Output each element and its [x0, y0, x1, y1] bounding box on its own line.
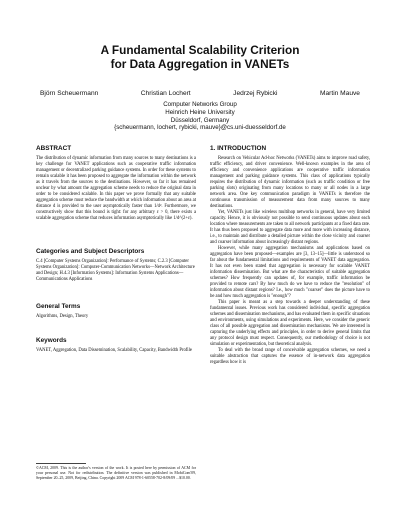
affiliation: [0, 101, 400, 132]
title-line-1: A Fundamental Scalability Criterion: [100, 43, 300, 57]
author-list: [40, 90, 360, 97]
intro-heading: 1. INTRODUCTION: [210, 145, 267, 152]
intro-paragraph-1: Research on Vehicular Ad-hoc Networks (VANETs) aims to improve road safety, traffic efficiency, and driver convenience. Well-known examples in the area of efficiency and convenience applications are cooperative traffic information management and parking guidance systems. This class of applications typically requires the distribution of dynamic information (such as traffic condition or free parking slots) originating from many locations to many or all nodes in a large network area. One key communication paradigm in VANETs is therefore the continuous transmission of measurement data from many sources to many destinations.: [210, 156, 370, 209]
author-3: Jedrzej Rybicki: [233, 90, 278, 97]
abstract-heading: ABSTRACT: [36, 145, 72, 152]
right-column: [210, 145, 370, 366]
author-1: Björn Scheuermann: [40, 90, 99, 97]
intro-paragraph-2: Yet, VANETs just like wireless multihop networks in general, have very limited capacity. Hence, it is obviously not possible to send continuous updates about each location where measurements are taken to all network participants at a fixed data rate. It has thus been proposed to aggregate data more and more with increasing distance, i.e., to maintain and distribute a detailed picture within the close vicinity and coarser and coarser information about increasingly distant regions.: [210, 210, 370, 245]
keywords-section: [36, 337, 196, 354]
terms-section: [36, 303, 196, 320]
affiliation-university: Heinrich Heine University: [165, 108, 235, 116]
title-line-2: for Data Aggregation in VANETs: [110, 57, 290, 71]
affiliation-emails: {scheuermann, lochert, rybicki, mauve}@cs.uni-duesseldorf.de: [114, 124, 286, 132]
paper-title: [0, 43, 400, 71]
author-4: Martin Mauve: [320, 90, 360, 97]
affiliation-location: Düsseldorf, Germany: [170, 116, 230, 124]
abstract-text: The distribution of dynamic information from many sources to many destinations is a key challenge for VANET applications such as cooperative traffic information management or decentralized parking guidance systems. In order for these systems to remain scalable it has been proposed to aggregate the information within the network as it travels from the sources to the destinations. However, so far it has remained unclear by what amount the aggregation scheme needs to reduce the original data in order to be considered scalable. In this paper we prove formally that any suitable aggregation scheme must reduce the bandwidth at which information about an area at distance d is provided to the user asymptotically faster than 1/d². Furthermore, we constructively show that this bound is tight: for any arbitrary ε > 0, there exists a scalable aggregation scheme that reduces information asymptotically like 1/d^(2+ε).: [36, 156, 196, 221]
left-column: [36, 145, 196, 222]
categories-section: [36, 248, 196, 283]
footnote-rule: [36, 463, 86, 464]
intro-paragraph-4: This paper is meant as a step towards a deeper understanding of these fundamental issues. Previous work has considered individual, specific aggregation schemes and dissemination mechanisms, and has evaluated them in specific situations and environments, using simulations and experiments. Here, we consider the generic class of all possible aggregation and dissemination mechanisms. We are interested in capturing the underlying effects and principles, in order to derive general limits that any protocol design must respect. Consequently, our methodology of choice is not simulation or experimentation, but theoretical analysis.: [210, 300, 370, 347]
keywords-heading: Keywords: [36, 337, 67, 344]
affiliation-group: Computer Networks Group: [163, 101, 237, 108]
categories-heading: Categories and Subject Descriptors: [36, 248, 145, 255]
categories-text: C.4 [Computer Systems Organization]: Performance of Systems; C.2.3 [Computer Systems Organization]: Computer-Communication Networks—Network Architecture and Design; H.4.3 [Information Systems]: Information Systems Applications—Communications Applications: [36, 259, 195, 282]
author-2: Christian Lochert: [140, 90, 191, 97]
copyright-footnote: [36, 463, 196, 481]
intro-paragraph-5: To deal with the broad range of conceivable aggregation schemes, we need a suitable abstraction that captures the essence of in-network data aggregation regardless how it is: [210, 348, 370, 365]
terms-text: Algorithms, Design, Theory: [36, 314, 89, 319]
footnote-text: ©ACM, 2009. This is the author's version of the work. It is posted here by permission of ACM for your personal use. Not for redistribution. The definitive version was published in MobiCom'09, September 20–25, 2009, Beijing, China. Copyright 2009 ACM 978-1-60558-702-8/09/09 ...$10.00.: [36, 466, 196, 480]
intro-paragraph-3: However, while many aggregation mechanisms and applications based on aggregation have been proposed—examples are [3, 13–15]—little is understood so far about the fundamental limitations and requirements of VANET data aggregation. It has not even been stated that aggregation is necessary for scalable VANET information dissemination. But what are the characteristics of suitable aggregation schemes? How frequently can updates of, for example, traffic information be provided to remote cars? By how much do we have to reduce the "resolution" of information about distant regions? I.e., how much "coarser" does the picture have to be and how much aggregation is "enough"?: [210, 246, 370, 299]
keywords-text: VANET, Aggregation, Data Dissemination, Scalability, Capacity, Bandwidth Profile: [36, 348, 192, 353]
terms-heading: General Terms: [36, 303, 81, 310]
